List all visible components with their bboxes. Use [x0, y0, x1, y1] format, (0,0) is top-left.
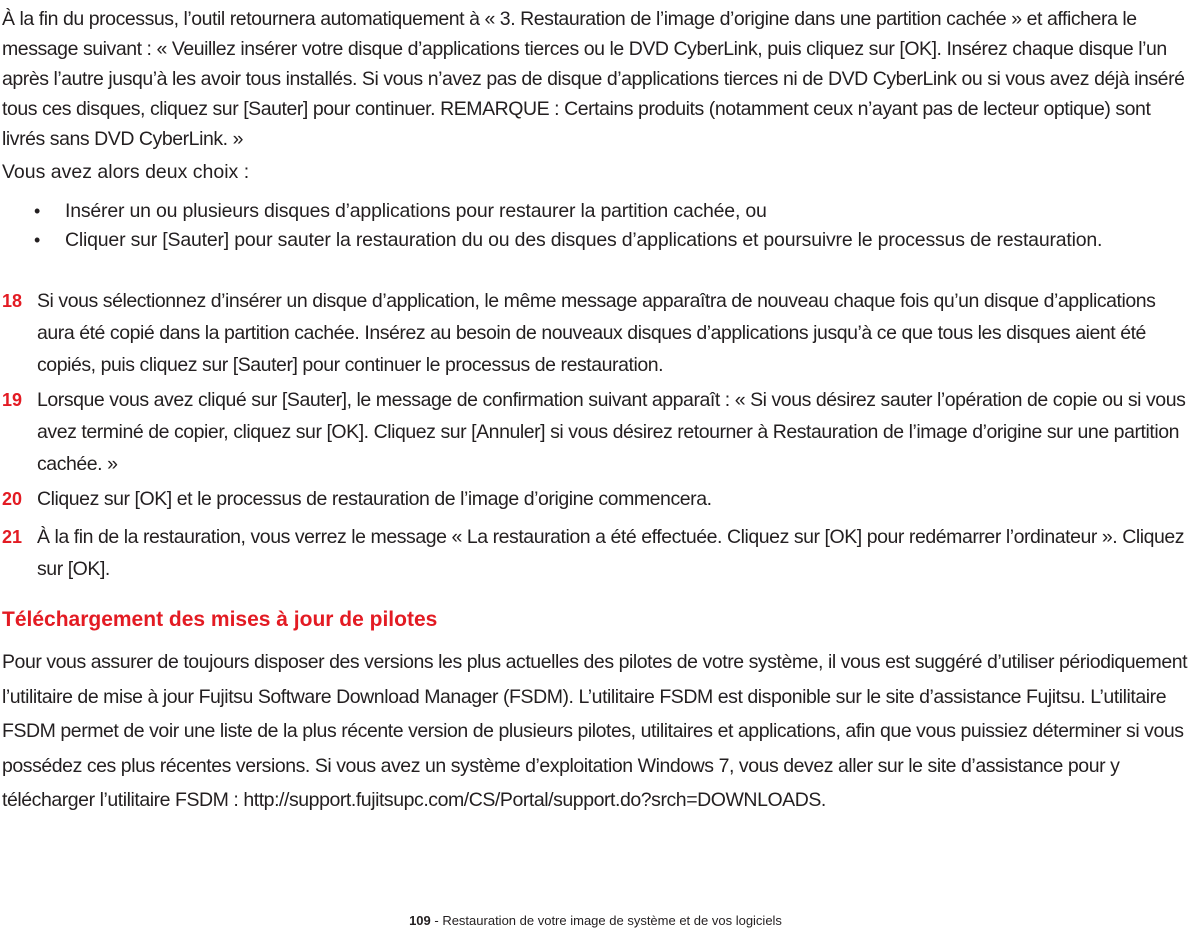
choices-lead: Vous avez alors deux choix :: [2, 161, 250, 183]
step-20: [0, 483, 1191, 515]
bullet-icon: •: [34, 201, 41, 221]
step-number: 21: [2, 527, 23, 547]
intro-paragraph: À la fin du processus, l’outil retournera automatiquement à « 3. Restauration de l’image d’origine dans une partition cachée » et affichera le message suivant : « Veuillez insérer votre disque d’applications tierces ou le DVD CyberLink, puis cliquez sur [OK]. Insérez chaque disque l’un après l’autre jusqu’à les avoir tous installés. Si vous n’avez pas de disque d’applications tierces ni de DVD CyberLink ou si vous avez déjà inséré tous ces disques, cliquez sur [Sauter] pour continuer. REMARQUE : Certains produits (notamment ceux n’ayant pas de lecteur optique) sont livrés sans DVD CyberLink. »: [2, 8, 1185, 150]
step-number: 18: [2, 291, 23, 311]
section-heading: Téléchargement des mises à jour de pilotes: [2, 608, 438, 631]
footer-label: - Restauration de votre image de système et de vos logiciels: [430, 913, 782, 928]
page-footer: [0, 912, 1191, 930]
page-number: 109: [409, 913, 431, 928]
bullet-text: Cliquer sur [Sauter] pour sauter la restauration du ou des disques d’applications et poursuivre le processus de restauration.: [65, 229, 1103, 251]
step-text: Si vous sélectionnez d’insérer un disque d’application, le même message apparaîtra de nouveau chaque fois qu’un disque d’applications aura été copié dans la partition cachée. Insérez au besoin de nouveaux disques d’applications jusqu’à ce que tous les disques aient été copiés, puis cliquez sur [Sauter] pour continuer le processus de restauration.: [37, 290, 1156, 376]
bullet-text: Insérer un ou plusieurs disques d’applications pour restaurer la partition cachée, ou: [65, 200, 767, 222]
bullet-icon: •: [34, 230, 41, 250]
step-21: [0, 521, 1191, 585]
step-text: Lorsque vous avez cliqué sur [Sauter], le message de confirmation suivant apparaît : « Si vous désirez sauter l’opération de copie ou si vous avez terminé de copier, cliquez sur [OK]. Cliquez sur [Annuler] si vous désirez retourner à Restauration de l’image d’origine sur une partition cachée. »: [37, 389, 1186, 475]
step-18: [0, 285, 1191, 381]
step-19: [0, 384, 1191, 480]
steps-list: [0, 285, 1191, 580]
step-number: 19: [2, 390, 23, 410]
choices-list: [0, 198, 1191, 256]
fsdm-paragraph: Pour vous assurer de toujours disposer des versions les plus actuelles des pilotes de votre système, il vous est suggéré d’utiliser périodiquement l’utilitaire de mise à jour Fujitsu Software Download Manager (FSDM). L’utilitaire FSDM est disponible sur le site d’assistance Fujitsu. L’utilitaire FSDM permet de voir une liste de la plus récente version de plusieurs pilotes, utilitaires et applications, afin que vous puissiez déterminer si vous possédez ces plus récentes versions. Si vous avez un système d’exploitation Windows 7, vous devez aller sur le site d’assistance pour y télécharger l’utilitaire FSDM : http://support.fujitsupc.com/CS/Portal/support.do?srch=DOWNLOADS.: [2, 651, 1188, 811]
step-text: À la fin de la restauration, vous verrez le message « La restauration a été effectuée. Cliquez sur [OK] pour redémarrer l’ordinateur ». Cliquez sur [OK].: [37, 526, 1185, 580]
list-item: [0, 227, 1191, 253]
step-number: 20: [2, 489, 23, 509]
step-text: Cliquez sur [OK] et le processus de restauration de l’image d’origine commencera.: [37, 488, 712, 510]
list-item: [0, 198, 1191, 224]
